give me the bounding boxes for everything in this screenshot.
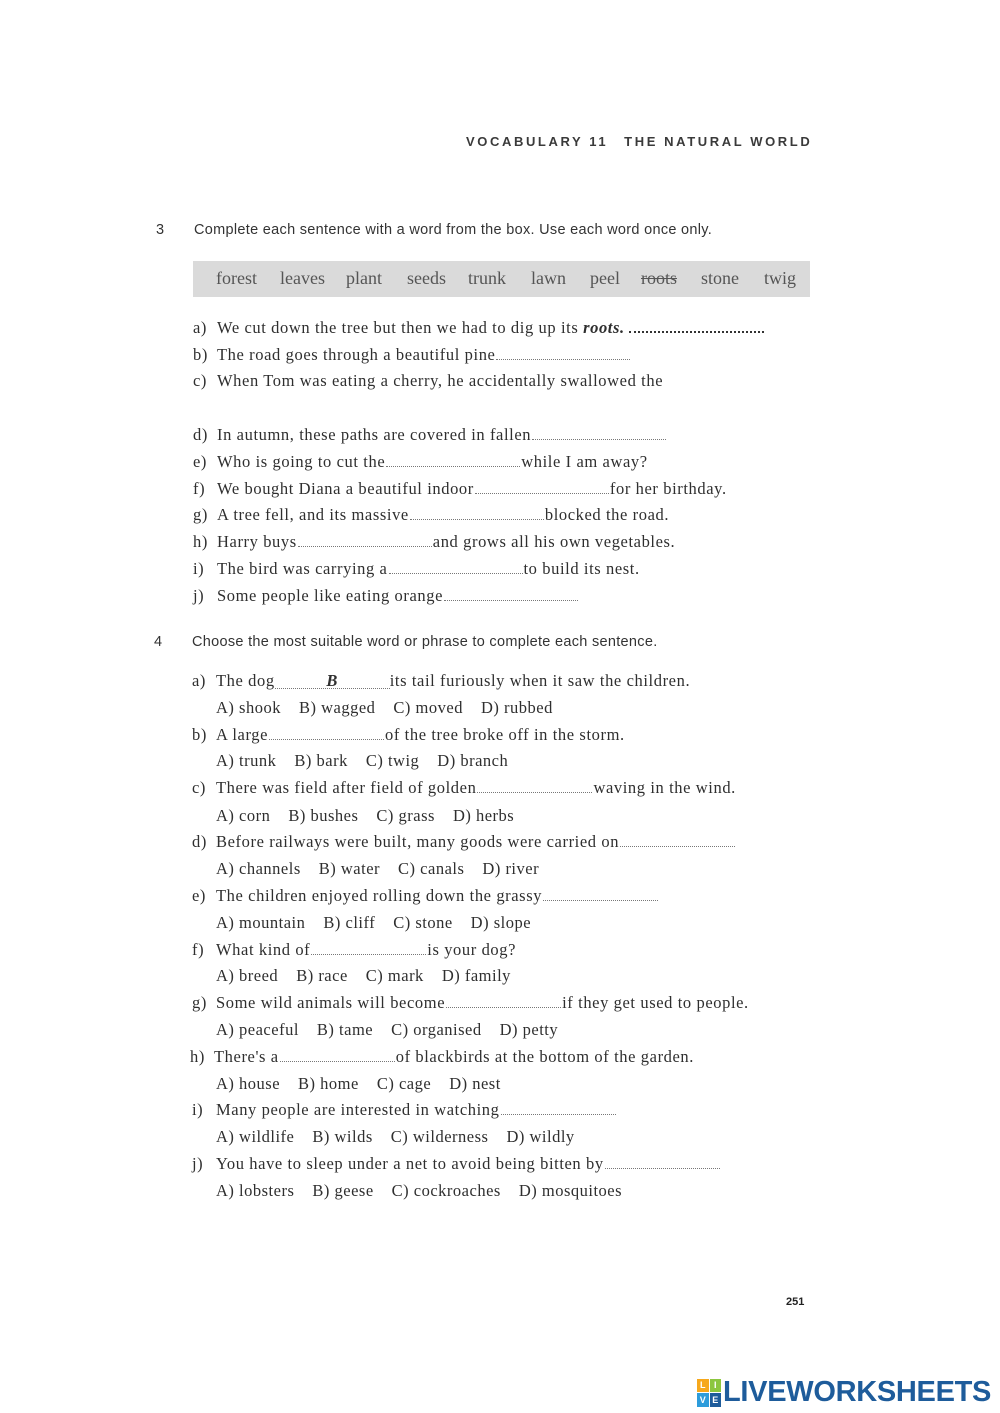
option: B) water [318,859,381,878]
sentence-text: There was field after field of golden [216,778,477,797]
word-box-item: stone [701,268,739,288]
option: B) race [296,966,348,985]
sentence-text: of blackbirds at the bottom of the garden. [395,1047,695,1066]
sentence-text: What kind of [216,940,311,959]
item-label: f) [192,940,205,959]
ex4-options-b [216,751,526,771]
sentence-text: Some people like eating orange [217,586,444,605]
item-label: g) [193,505,208,524]
option: D) herbs [452,806,515,825]
answer-blank[interactable] [389,561,523,574]
option: A) corn [216,806,271,825]
exercise-number: 4 [154,634,163,650]
option: C) mark [365,966,424,985]
item-label: i) [192,1100,204,1119]
option: A) lobsters [216,1181,295,1200]
answer-blank[interactable] [298,534,432,547]
word-box-item: lawn [531,268,566,288]
ex4-item-h [190,1047,694,1067]
sentence-text: while I am away? [521,452,648,471]
header-topic: THE NATURAL WORLD [624,134,813,149]
ex3-item-f [193,479,727,499]
sentence-text: blocked the road. [544,505,670,524]
option: D) family [441,966,511,985]
brand-name: LIVEWORKSHEETS [723,1376,992,1408]
item-label: h) [193,532,208,551]
sentence-text: Many people are interested in watching [216,1100,500,1119]
sentence-text: In autumn, these paths are covered in fallen [217,425,532,444]
sentence-text: We bought Diana a beautiful indoor [217,479,474,498]
ex4-item-g [192,993,749,1013]
example-answer[interactable]: B [275,674,390,689]
option: C) cage [376,1074,432,1093]
word-box-item-crossed: roots [641,268,677,288]
sentence-text: its tail furiously when it saw the children. [389,671,691,690]
answer-blank[interactable] [532,427,666,440]
answer-blank[interactable] [629,330,764,333]
option: A) mountain [216,913,306,932]
word-box-item: peel [590,268,620,288]
option: B) wagged [298,698,376,717]
ex3-item-c [193,371,663,391]
answer-blank[interactable] [446,995,561,1008]
logo-tile: I [710,1379,722,1393]
option: D) branch [437,751,509,770]
ex3-item-b [193,345,631,365]
word-box-item: plant [346,268,382,288]
option: D) mosquitoes [518,1181,623,1200]
sentence-text: The dog [216,671,275,690]
instruction-text: Choose the most suitable word or phrase to complete each sentence. [192,634,658,650]
sentence-text: A tree fell, and its massive [217,505,409,524]
sentence-text: Some wild animals will become [216,993,446,1012]
ex3-item-i [193,559,640,579]
logo-tile: E [710,1393,722,1407]
item-label: g) [192,993,207,1012]
ex4-options-c [216,806,532,826]
word-box-item: leaves [280,268,325,288]
option: C) canals [398,859,465,878]
answer-blank[interactable] [477,780,592,793]
sentence-text: waving in the wind. [593,778,736,797]
item-label: a) [193,318,208,337]
ex3-item-g [193,505,669,525]
page-number: 251 [786,1296,805,1308]
ex4-item-b [192,725,625,745]
option: A) trunk [216,751,277,770]
item-label: c) [192,778,207,797]
option: D) rubbed [480,698,553,717]
answer-blank[interactable] [269,727,384,740]
item-label: f) [193,479,206,498]
ex4-item-i [192,1100,617,1120]
answer-blank[interactable] [496,347,630,360]
ex4-item-a [192,671,690,691]
sentence-text: The children enjoyed rolling down the grassy [216,886,543,905]
ex4-item-e [192,886,659,906]
option: D) wildly [506,1127,575,1146]
ex4-item-f [192,940,516,960]
option: A) peaceful [216,1020,299,1039]
word-box-item: twig [764,268,797,288]
sentence-text: The bird was carrying a [217,559,388,578]
ex3-item-j [193,586,579,606]
answer-blank[interactable] [280,1049,395,1062]
ex4-options-d [216,859,557,879]
sentence-text: if they get used to people. [562,993,749,1012]
option: C) wilderness [390,1127,489,1146]
option: A) shook [216,698,281,717]
answer-blank[interactable] [444,588,578,601]
option: B) cliff [323,913,376,932]
option: A) channels [216,859,301,878]
option: D) nest [449,1074,501,1093]
item-label: d) [193,425,208,444]
sentence-text: of the tree broke off in the storm. [385,725,625,744]
item-label: j) [192,1154,204,1173]
answer-blank[interactable] [475,481,609,494]
word-box-item: forest [216,268,257,288]
sentence-text: for her birthday. [609,479,727,498]
option: C) grass [376,806,435,825]
sentence-text: There's a [214,1047,279,1066]
item-label: j) [193,586,205,605]
liveworksheets-logo[interactable] [697,1376,991,1409]
logo-tile: V [697,1393,709,1407]
item-label: e) [193,452,208,471]
option: C) twig [365,751,420,770]
option: B) bark [294,751,348,770]
answer-blank[interactable] [620,834,735,847]
option: C) stone [393,913,453,932]
option: A) breed [216,966,279,985]
sentence-text: You have to sleep under a net to avoid being bitten by [216,1154,604,1173]
option: D) river [482,859,540,878]
ex3-item-d [193,425,667,445]
sentence-text: Who is going to cut the [217,452,386,471]
header-unit: VOCABULARY 11 [466,134,609,149]
sentence-text: A large [216,725,269,744]
option: C) moved [393,698,463,717]
option: C) organised [391,1020,482,1039]
answer-blank[interactable] [386,454,520,467]
ex4-options-i [216,1127,593,1147]
answer-blank[interactable] [410,507,544,520]
option: B) wilds [312,1127,373,1146]
word-box-item: seeds [407,268,446,288]
ex4-options-f [216,966,529,986]
option: D) slope [470,913,532,932]
option: B) tame [316,1020,374,1039]
exercise-number: 3 [156,222,165,238]
option: B) bushes [288,806,359,825]
ex4-options-a [216,698,571,718]
answer-blank[interactable] [543,888,658,901]
item-label: i) [193,559,205,578]
item-label: a) [192,671,207,690]
sentence-text: and grows all his own vegetables. [432,532,676,551]
ex4-options-e [216,913,549,933]
sentence-text: is your dog? [427,940,517,959]
ex4-options-j [216,1181,640,1201]
option: B) home [298,1074,359,1093]
ex4-options-h [216,1074,519,1094]
ex3-item-e [193,452,648,472]
item-label: h) [190,1047,205,1066]
sentence-text: The road goes through a beautiful pine [217,345,496,364]
sentence-text: Before railways were built, many goods were carried on [216,832,620,851]
ex4-item-j [192,1154,721,1174]
word-box [193,261,810,297]
item-label: c) [193,371,208,390]
option: B) geese [312,1181,374,1200]
sentence-text: to build its nest. [523,559,640,578]
item-label: e) [192,886,207,905]
ex3-item-a [193,318,764,338]
word-box-item: trunk [468,268,506,288]
answer-blank[interactable] [311,942,426,955]
ex3-item-h [193,532,675,552]
sentence-text: When Tom was eating a cherry, he accidentally swallowed the [217,371,664,390]
instruction-text: Complete each sentence with a word from the box. Use each word once only. [194,222,713,238]
example-answer: roots. [583,318,625,337]
option: A) wildlife [216,1127,295,1146]
logo-tile: L [697,1379,709,1393]
sentence-text: We cut down the tree but then we had to dig up its [217,318,584,337]
sentence-text: Harry buys [217,532,297,551]
ex4-item-c [192,778,736,798]
logo-icon [697,1379,721,1407]
item-label: b) [193,345,208,364]
option: D) petty [499,1020,559,1039]
answer-blank[interactable] [605,1156,720,1169]
ex4-item-d [192,832,736,852]
item-label: b) [192,725,207,744]
answer-blank[interactable] [501,1102,616,1115]
option: C) cockroaches [391,1181,501,1200]
option: A) house [216,1074,281,1093]
ex4-options-g [216,1020,576,1040]
page-header [466,134,812,149]
item-label: d) [192,832,207,851]
